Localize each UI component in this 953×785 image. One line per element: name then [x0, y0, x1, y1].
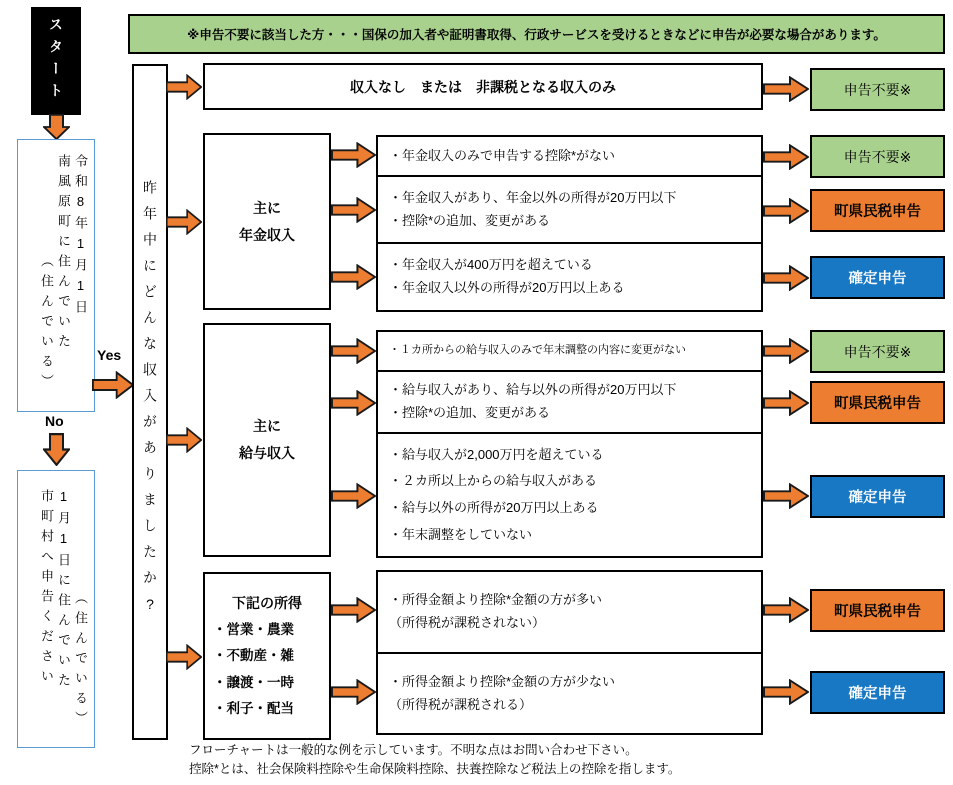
result-label: 確定申告	[848, 490, 907, 506]
file-to-municipality-text: 市町村へ申告ください	[39, 489, 54, 689]
arrow-down-icon	[43, 114, 70, 140]
arrow-right-icon	[166, 74, 202, 100]
condition-line: （所得税が課税されない）	[389, 615, 546, 630]
residence-question-box	[17, 139, 95, 412]
yes-label: Yes	[97, 347, 122, 363]
condition-line: ・給与以外の所得が20万円以上ある	[389, 500, 599, 515]
notice-banner-text: ※申告不要に該当した方・・・国保の加入者や証明書取得、行政サービスを受けるときなどに申告が必要な場合があります。	[187, 28, 886, 42]
arrow-right-icon	[331, 142, 376, 168]
condition-line: ・給与収入があり、給与以外の所得が20万円以下	[389, 382, 677, 398]
result-municipal-tax-filing	[810, 381, 945, 424]
category-line: 主に	[253, 418, 281, 435]
lived-jan1-text: 1月1日に住んでいた	[56, 489, 71, 693]
condition-no-income-text: 収入なし または 非課税となる収入のみ	[350, 78, 616, 95]
condition-line: ・１カ所からの給与収入のみで年末調整の内容に変更がない	[389, 344, 686, 357]
condition-row	[378, 652, 761, 733]
start-node	[31, 7, 81, 115]
result-municipal-tax-filing	[810, 589, 945, 632]
other-municipality-box	[17, 470, 95, 748]
pension-conditions	[376, 135, 763, 312]
start-label: スタート	[48, 17, 64, 105]
category-line: 主に	[253, 199, 281, 216]
footnote-line: フローチャートは一般的な例を示しています。不明な点はお問い合わせ下さい。	[189, 743, 638, 757]
result-label: 確定申告	[848, 271, 907, 287]
condition-line: ・給与収入が2,000万円を超えている	[389, 446, 604, 462]
category-item: ・譲渡・一時	[213, 674, 294, 690]
arrow-right-icon	[331, 197, 376, 223]
condition-row	[378, 137, 761, 175]
condition-row	[378, 175, 761, 242]
result-label: 申告不要※	[843, 343, 912, 360]
footnote-line: 控除*とは、社会保険料控除や生命保険料控除、扶養控除など税法上の控除を指します。	[189, 762, 681, 776]
no-label: No	[45, 413, 64, 429]
result-final-tax-return	[810, 475, 945, 518]
arrow-right-icon	[331, 390, 376, 416]
result-final-tax-return	[810, 671, 945, 714]
category-line: 年金収入	[239, 226, 295, 243]
result-final-tax-return	[810, 256, 945, 299]
income-question-box	[132, 64, 168, 740]
arrow-right-icon	[166, 209, 202, 235]
condition-line: ・年金収入が400万円を超えている	[389, 257, 593, 273]
condition-line: ・所得金額より控除*金額の方が少ない	[389, 673, 616, 689]
arrow-right-icon	[331, 679, 376, 705]
condition-row	[378, 572, 761, 652]
living-there-text: （住んでいる）	[73, 591, 88, 731]
arrow-right-icon	[166, 644, 202, 670]
condition-row	[378, 242, 761, 310]
arrow-right-icon	[763, 679, 809, 705]
arrow-right-icon	[331, 597, 376, 623]
category-pension-income	[203, 133, 331, 310]
condition-row	[378, 332, 761, 370]
arrow-right-icon	[763, 265, 809, 291]
arrow-right-icon	[331, 338, 376, 364]
category-item: ・営業・農業	[213, 622, 294, 638]
arrow-right-icon	[763, 76, 809, 102]
condition-line: ・年金収入があり、年金以外の所得が20万円以下	[389, 189, 677, 205]
result-label: 申告不要※	[843, 81, 912, 98]
category-line: 給与収入	[239, 445, 295, 461]
arrow-right-icon	[763, 338, 809, 364]
condition-row	[378, 432, 761, 556]
income-question-text: 昨年中にどんな収入がありましたか?	[142, 180, 158, 624]
result-no-filing-required	[810, 330, 945, 373]
notice-banner	[128, 14, 945, 54]
category-item: ・不動産・雑	[213, 648, 294, 664]
condition-line: （所得税が課税される）	[389, 696, 533, 712]
condition-line: ・年金収入のみで申告する控除*がない	[389, 147, 616, 163]
result-no-filing-required	[810, 68, 945, 111]
condition-line: ・控除*の追加、変更がある	[389, 405, 551, 420]
result-label: 町県民税申告	[834, 204, 921, 220]
result-label: 町県民税申告	[834, 604, 921, 620]
category-header: 下記の所得	[232, 594, 302, 611]
arrow-down-icon	[43, 433, 70, 466]
condition-no-income	[203, 63, 763, 110]
category-item: ・利子・配当	[213, 700, 294, 716]
result-no-filing-required	[810, 135, 945, 178]
arrow-right-icon	[763, 144, 809, 170]
residence-date-text: 令和8年1月1日	[73, 154, 88, 320]
condition-line: ・年金収入以外の所得が20万円以上ある	[389, 280, 625, 295]
category-salary-income	[203, 323, 331, 557]
arrow-right-icon	[92, 371, 134, 399]
other-income-conditions	[376, 570, 763, 735]
result-municipal-tax-filing	[810, 189, 945, 232]
arrow-right-icon	[763, 198, 809, 224]
arrow-right-icon	[763, 483, 809, 509]
arrow-right-icon	[331, 483, 376, 509]
condition-line: ・所得金額より控除*金額の方が多い	[389, 592, 603, 608]
residence-living-text: （住んでいる）	[39, 254, 54, 394]
condition-row	[378, 370, 761, 432]
category-other-income	[203, 572, 331, 740]
arrow-right-icon	[331, 264, 376, 290]
condition-line: ・年末調整をしていない	[389, 526, 533, 542]
footnotes	[189, 741, 680, 779]
condition-line: ・控除*の追加、変更がある	[389, 212, 551, 228]
result-label: 町県民税申告	[834, 396, 921, 412]
arrow-right-icon	[166, 427, 202, 453]
result-label: 申告不要※	[843, 148, 912, 165]
result-label: 確定申告	[848, 686, 907, 702]
arrow-right-icon	[763, 390, 809, 416]
condition-line: ・２カ所以上からの給与収入がある	[389, 473, 598, 489]
arrow-right-icon	[763, 597, 809, 623]
residence-place-text: 南風原町に住んでいた	[56, 154, 71, 354]
salary-conditions	[376, 330, 763, 558]
